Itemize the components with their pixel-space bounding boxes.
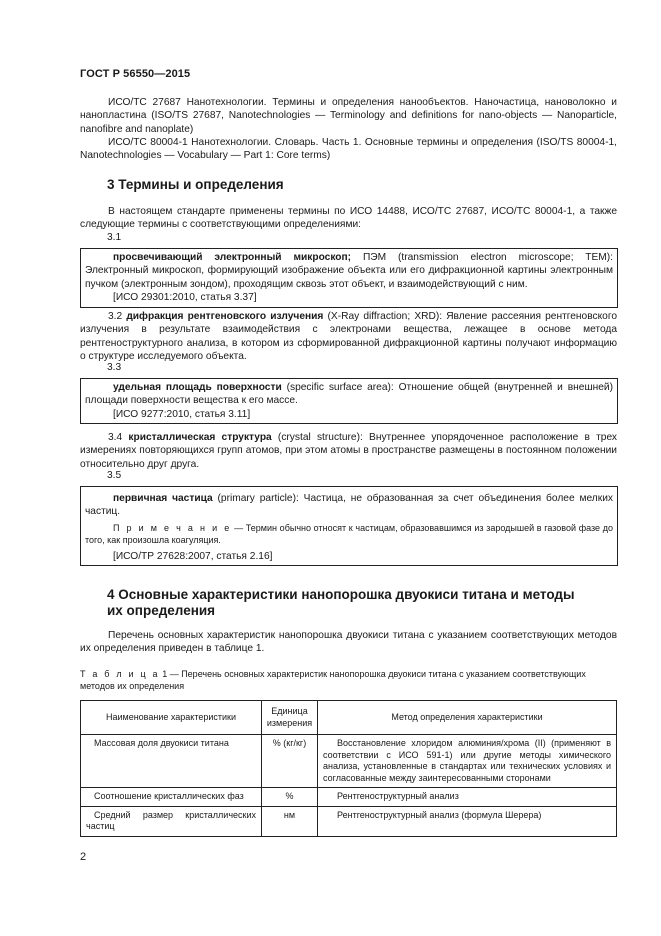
table-caption-label: Т а б л и ц а — [80, 669, 160, 679]
term-3-2-text: (X-Ray diffraction; XRD): Явление рассеяния рентгеновского излучения в результате взаимодействия с электронами вещества, лежащее в основе метода рентгеноструктурного анализа, в котором из сформированной дифракционной картины получают информацию о структуре исследуемого объекта. — [80, 311, 617, 363]
term-3-1-text: ПЭМ (transmission electron microscope; TEM): Электронный микроскоп, формирующий изображение объекта или его дифракционной картины электронным пучком (электронным зондом), проходящим сквозь этот объект, и взаимодействующий с ним. — [85, 252, 613, 290]
table-cell: Средний размер кристаллических частиц — [81, 806, 262, 836]
section-4-intro: Перечень основных характеристик нанопорошка двуокиси титана с указанием соответствующих методов их определения приведен в таблице 1. — [80, 630, 617, 655]
table-cell: Соотношение кристаллических фаз — [81, 788, 262, 807]
table-caption-text: 1 — Перечень основных характеристик нанопорошка двуокиси титана с указанием соответствующих методов их определения — [80, 669, 586, 691]
term-3-5-number: 3.5 — [107, 470, 122, 481]
term-3-4-text: (crystal structure): Внутреннее упорядоченное расположение в трех измерениях повторяющихся групп атомов, при этом атомы в пространстве размещены в постоянном положении относительно друг друга. — [80, 432, 617, 470]
section-4-heading: 4 Основные характеристики нанопорошка двуокиси титана и методы их определения — [107, 587, 575, 618]
table-cell: Массовая доля двуокиси титана — [81, 735, 262, 788]
term-3-3-definition — [85, 381, 613, 408]
table-cell: Рентгеноструктурный анализ — [318, 788, 617, 807]
term-3-5-term: первичная частица — [113, 493, 213, 504]
term-3-2-number: 3.2 — [108, 311, 123, 322]
term-3-1-box — [80, 248, 618, 308]
table-cell: % (кг/кг) — [262, 735, 318, 788]
note-label: П р и м е ч а н и е — [113, 522, 232, 533]
table-cell: Восстановление хлоридом алюминия/хрома (II) (применяют в соответствии с ИСО 591-1) или другие методы химического анализа, установленные в стандартах или технических условиях и согласованные между заинтересованными сторонами — [318, 735, 617, 788]
term-3-4-number: 3.4 — [108, 432, 123, 443]
header-method: Метод определения характеристики — [318, 701, 617, 735]
table-row — [81, 788, 617, 807]
term-3-3-term: удельная площадь поверхности — [113, 382, 282, 393]
term-3-5-source: [ИСО/ТР 27628:2007, статья 2.16] — [113, 550, 273, 562]
term-3-2 — [80, 310, 617, 364]
characteristics-table — [80, 700, 617, 837]
page-number: 2 — [80, 851, 87, 863]
term-3-5-text: (primary particle): Частица, не образованная за счет объединения более мелких частиц. — [85, 493, 613, 518]
term-3-1-source: [ИСО 29301:2010, статья 3.37] — [113, 292, 257, 304]
page-header: ГОСТ Р 56550—2015 — [80, 68, 191, 80]
term-3-3-box — [80, 378, 618, 424]
term-3-5-note — [85, 522, 613, 546]
section-3-heading: 3 Термины и определения — [107, 177, 284, 192]
table-cell: Рентгеноструктурный анализ (формула Шерера) — [318, 806, 617, 836]
note-text: — Термин обычно относят к частицам, образовавшимся из зародышей в газовой фазе до того, как произошла коагуляция. — [85, 522, 613, 545]
section-3-intro: В настоящем стандарте применены термины по ИСО 14488, ИСО/ТС 27687, ИСО/ТС 80004-1, а также следующие термины с соответствующими определениями: — [80, 206, 617, 231]
term-3-3-text: (specific surface area): Отношение общей (внутренней и внешней) площади поверхности вещества к его массе. — [85, 382, 613, 407]
term-3-5-box — [80, 486, 618, 566]
reference-iso-27687: ИСО/ТС 27687 Нанотехнологии. Термины и определения нанообъектов. Наночастица, нановолокно и нанопластина (ISO/TS 27687, Nanotechnologies — Terminology and definitions for nano-objects — Nanoparticle, nanofibre and nanoplate) — [80, 97, 617, 135]
term-3-1-definition — [85, 251, 613, 291]
term-3-4-term: кристаллическая структура — [128, 432, 272, 443]
term-3-2-term: дифракция рентгеновского излучения — [126, 311, 324, 322]
term-3-1-number: 3.1 — [107, 232, 122, 243]
table-row — [81, 806, 617, 836]
table-cell: % — [262, 788, 318, 807]
header-unit: Единица измерения — [262, 701, 318, 735]
table-header-row — [81, 701, 617, 735]
table-caption — [80, 669, 617, 692]
reference-iso-80004: ИСО/ТС 80004-1 Нанотехнологии. Словарь. Часть 1. Основные термины и определения (ISO/TS 80004-1, Nanotechnologies — Vocabulary — Part 1: Core terms) — [80, 137, 617, 162]
header-characteristic: Наименование характеристики — [81, 701, 262, 735]
term-3-3-number: 3.3 — [107, 362, 122, 373]
table-cell: нм — [262, 806, 318, 836]
term-3-3-source: [ИСО 9277:2010, статья 3.11] — [113, 408, 251, 420]
term-3-4 — [80, 431, 617, 471]
term-3-1-term: просвечивающий электронный микроскоп; — [113, 252, 352, 263]
table-row — [81, 735, 617, 788]
term-3-5-definition — [85, 492, 613, 519]
